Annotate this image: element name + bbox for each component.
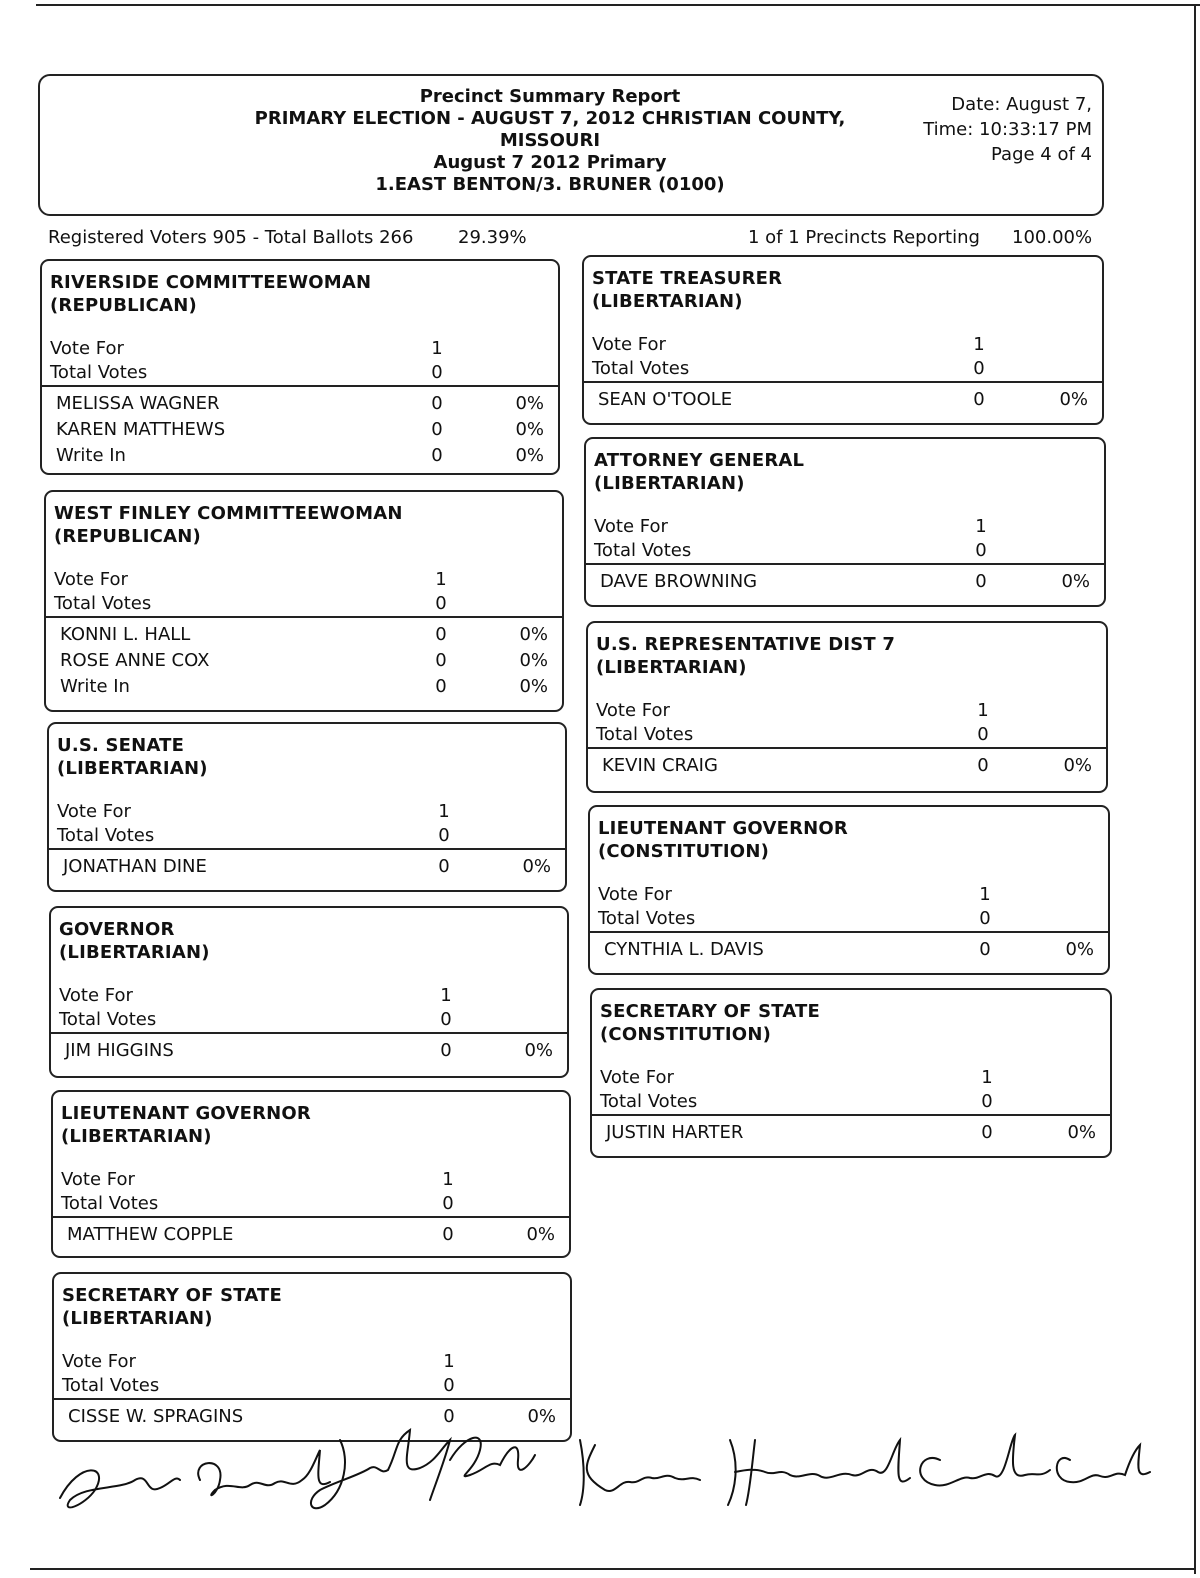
contest-party: (LIBERTARIAN) (592, 291, 743, 312)
vote-for-label: Vote For (596, 700, 670, 721)
contest-divider (53, 1216, 569, 1218)
total-votes-value: 0 (973, 358, 985, 379)
contest-office: U.S. REPRESENTATIVE DIST 7 (596, 634, 896, 655)
candidate-name: Write In (60, 676, 130, 697)
candidate-name: SEAN O'TOOLE (598, 389, 733, 410)
precincts-reporting: 1 of 1 Precincts Reporting (748, 227, 980, 248)
candidate-votes: 0 (442, 1224, 454, 1245)
contest-party: (CONSTITUTION) (600, 1024, 772, 1045)
total-votes-label: Total Votes (59, 1009, 157, 1030)
vote-for-value: 1 (443, 1351, 455, 1372)
total-votes-label: Total Votes (61, 1193, 159, 1214)
contest-divider (49, 848, 565, 850)
contest-divider (42, 385, 558, 387)
candidate-percent: 0% (519, 624, 548, 645)
contest-box (51, 1090, 571, 1258)
candidate-percent: 0% (1063, 755, 1092, 776)
candidate-name: DAVE BROWNING (600, 571, 758, 592)
contest-title (50, 271, 371, 317)
total-votes-label: Total Votes (50, 362, 148, 383)
turnout-percent: 29.39% (458, 227, 527, 248)
candidate-row (584, 389, 1102, 415)
contest-title (594, 449, 804, 495)
contest-divider (588, 747, 1106, 749)
candidate-row (51, 1040, 567, 1066)
contest-divider (586, 563, 1104, 565)
vote-for-value: 1 (438, 801, 450, 822)
vote-for-value: 1 (975, 516, 987, 537)
candidate-name: JUSTIN HARTER (606, 1122, 744, 1143)
page-number: Page 4 of 4 (991, 144, 1092, 165)
contest-office: GOVERNOR (59, 919, 175, 940)
contest-office: U.S. SENATE (57, 735, 185, 756)
contest-divider (46, 616, 562, 618)
candidate-row (46, 676, 562, 702)
candidate-row (46, 650, 562, 676)
page-border-right (1194, 4, 1196, 1574)
candidate-votes: 0 (975, 571, 987, 592)
candidate-percent: 0% (515, 393, 544, 414)
candidate-percent: 0% (1067, 1122, 1096, 1143)
election-line-1: PRIMARY ELECTION - AUGUST 7, 2012 CHRISTIAN COUNTY, (254, 108, 846, 129)
contest-party: (LIBERTARIAN) (57, 758, 208, 779)
contest-party: (REPUBLICAN) (54, 526, 201, 547)
page-border-top (36, 4, 1200, 6)
vote-for-label: Vote For (594, 516, 668, 537)
vote-for-value: 1 (981, 1067, 993, 1088)
candidate-votes: 0 (431, 393, 443, 414)
contest-box (47, 722, 567, 892)
contest-divider (584, 381, 1102, 383)
contest-title (596, 633, 895, 679)
contest-box (586, 621, 1108, 793)
candidate-row (46, 624, 562, 650)
total-votes-value: 0 (435, 593, 447, 614)
vote-for-label: Vote For (59, 985, 133, 1006)
contest-box (44, 490, 564, 712)
contest-box (590, 988, 1112, 1158)
contest-box (40, 259, 560, 475)
vote-for-label: Vote For (62, 1351, 136, 1372)
contest-divider (51, 1032, 567, 1034)
total-votes-label: Total Votes (596, 724, 694, 745)
candidate-votes: 0 (435, 624, 447, 645)
candidate-row (42, 419, 558, 445)
vote-for-value: 1 (440, 985, 452, 1006)
candidate-row (49, 856, 565, 882)
candidate-name: JONATHAN DINE (63, 856, 207, 877)
contest-divider (590, 931, 1108, 933)
contest-title (61, 1102, 311, 1148)
vote-for-label: Vote For (54, 569, 128, 590)
total-votes-label: Total Votes (600, 1091, 698, 1112)
candidate-votes: 0 (431, 445, 443, 466)
vote-for-label: Vote For (57, 801, 131, 822)
candidate-percent: 0% (1059, 389, 1088, 410)
registered-voters-summary: Registered Voters 905 - Total Ballots 266 (48, 227, 414, 248)
candidate-votes: 0 (431, 419, 443, 440)
contest-party: (CONSTITUTION) (598, 841, 770, 862)
contest-title (54, 502, 403, 548)
contest-title (600, 1000, 820, 1046)
candidate-percent: 0% (527, 1406, 556, 1427)
contest-party: (LIBERTARIAN) (59, 942, 210, 963)
signature-3 (580, 1440, 910, 1505)
candidate-row (586, 571, 1104, 597)
candidate-row (42, 445, 558, 471)
total-votes-value: 0 (442, 1193, 454, 1214)
total-votes-label: Total Votes (592, 358, 690, 379)
total-votes-value: 0 (979, 908, 991, 929)
candidate-percent: 0% (515, 419, 544, 440)
contest-party: (LIBERTARIAN) (61, 1126, 212, 1147)
total-votes-label: Total Votes (57, 825, 155, 846)
precinct-name: 1.EAST BENTON/3. BRUNER (0100) (375, 174, 725, 195)
election-name: August 7 2012 Primary (433, 152, 667, 173)
total-votes-value: 0 (981, 1091, 993, 1112)
candidate-percent: 0% (519, 676, 548, 697)
candidate-percent: 0% (515, 445, 544, 466)
vote-for-label: Vote For (50, 338, 124, 359)
contest-box (52, 1272, 572, 1442)
total-votes-value: 0 (977, 724, 989, 745)
contest-office: STATE TREASURER (592, 268, 783, 289)
page-border-bottom (30, 1568, 1196, 1570)
contest-office: WEST FINLEY COMMITTEEWOMAN (54, 503, 403, 524)
candidate-votes: 0 (981, 1122, 993, 1143)
candidate-votes: 0 (977, 755, 989, 776)
total-votes-value: 0 (431, 362, 443, 383)
vote-for-value: 1 (431, 338, 443, 359)
vote-for-value: 1 (973, 334, 985, 355)
candidate-name: JIM HIGGINS (65, 1040, 174, 1061)
contest-office: ATTORNEY GENERAL (594, 450, 805, 471)
total-votes-label: Total Votes (62, 1375, 160, 1396)
contest-party: (LIBERTARIAN) (596, 657, 747, 678)
total-votes-label: Total Votes (594, 540, 692, 561)
total-votes-label: Total Votes (598, 908, 696, 929)
candidate-row (588, 755, 1106, 781)
contest-office: SECRETARY OF STATE (600, 1001, 821, 1022)
vote-for-value: 1 (442, 1169, 454, 1190)
contest-box (588, 805, 1110, 975)
candidate-name: KONNI L. HALL (60, 624, 191, 645)
candidate-votes: 0 (443, 1406, 455, 1427)
candidate-row (42, 393, 558, 419)
total-votes-value: 0 (440, 1009, 452, 1030)
candidate-name: MATTHEW COPPLE (67, 1224, 234, 1245)
candidate-name: ROSE ANNE COX (60, 650, 210, 671)
candidate-name: MELISSA WAGNER (56, 393, 220, 414)
vote-for-label: Vote For (61, 1169, 135, 1190)
contest-box (49, 906, 569, 1078)
candidate-percent: 0% (1065, 939, 1094, 960)
candidate-votes: 0 (979, 939, 991, 960)
candidate-percent: 0% (522, 856, 551, 877)
candidate-name: CYNTHIA L. DAVIS (604, 939, 764, 960)
report-title-block (230, 86, 870, 196)
signature-area (40, 1420, 1160, 1550)
candidate-name: CISSE W. SPRAGINS (68, 1406, 244, 1427)
vote-for-label: Vote For (600, 1067, 674, 1088)
election-line-2: MISSOURI (499, 130, 601, 151)
candidate-name: Write In (56, 445, 126, 466)
candidate-votes: 0 (438, 856, 450, 877)
contest-office: LIEUTENANT GOVERNOR (61, 1103, 311, 1124)
contest-office: RIVERSIDE COMMITTEEWOMAN (50, 272, 372, 293)
candidate-percent: 0% (519, 650, 548, 671)
contest-party: (REPUBLICAN) (50, 295, 197, 316)
candidate-votes: 0 (973, 389, 985, 410)
report-header (38, 74, 1104, 216)
contest-box (582, 255, 1104, 425)
contest-office: LIEUTENANT GOVERNOR (598, 818, 848, 839)
report-date: Date: August 7, (951, 94, 1092, 115)
vote-for-label: Vote For (592, 334, 666, 355)
contest-title (598, 817, 848, 863)
total-votes-value: 0 (443, 1375, 455, 1396)
contest-party: (LIBERTARIAN) (594, 473, 745, 494)
candidate-name: KEVIN CRAIG (602, 755, 718, 776)
contest-divider (592, 1114, 1110, 1116)
contest-title (59, 918, 210, 964)
report-meta (892, 92, 1092, 167)
signature-1 (60, 1450, 330, 1507)
contest-divider (54, 1398, 570, 1400)
candidate-votes: 0 (435, 650, 447, 671)
report-time: Time: 10:33:17 PM (923, 119, 1092, 140)
total-votes-value: 0 (438, 825, 450, 846)
candidate-percent: 0% (524, 1040, 553, 1061)
candidate-row (592, 1122, 1110, 1148)
vote-for-value: 1 (977, 700, 989, 721)
candidate-votes: 0 (440, 1040, 452, 1061)
precincts-reporting-percent: 100.00% (1012, 227, 1093, 248)
contest-box (584, 437, 1106, 607)
signature-2 (311, 1430, 535, 1508)
vote-for-value: 1 (435, 569, 447, 590)
total-votes-label: Total Votes (54, 593, 152, 614)
total-votes-value: 0 (975, 540, 987, 561)
contest-party: (LIBERTARIAN) (62, 1308, 213, 1329)
candidate-row (590, 939, 1108, 965)
vote-for-value: 1 (979, 884, 991, 905)
report-title: Precinct Summary Report (419, 86, 681, 107)
candidate-percent: 0% (1061, 571, 1090, 592)
contest-title (62, 1284, 282, 1330)
candidate-percent: 0% (526, 1224, 555, 1245)
candidate-name: KAREN MATTHEWS (56, 419, 226, 440)
candidate-votes: 0 (435, 676, 447, 697)
contest-title (57, 734, 208, 780)
vote-for-label: Vote For (598, 884, 672, 905)
contest-title (592, 267, 782, 313)
candidate-row (53, 1224, 569, 1250)
signature-4 (920, 1435, 1150, 1485)
contest-office: SECRETARY OF STATE (62, 1285, 283, 1306)
